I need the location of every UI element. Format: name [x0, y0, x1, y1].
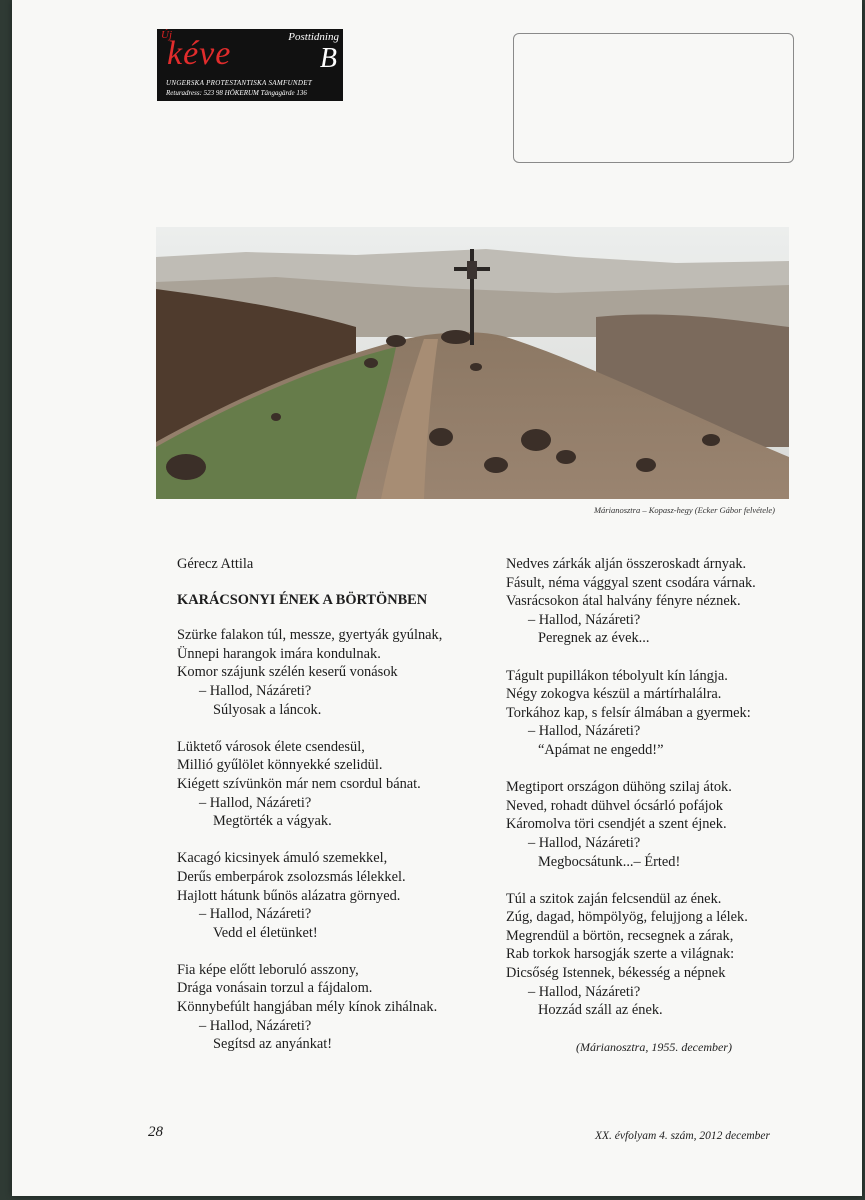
poem-refrain-response: Megtörték a vágyak. [213, 813, 332, 830]
poem-refrain: – Hallod, Názáreti? [528, 723, 641, 740]
poem-author: Gérecz Attila [177, 556, 254, 572]
masthead-letter: B [319, 43, 337, 74]
masthead-publisher: UNGERSKA PROTESTANTISKA SAMFUNDET [166, 79, 313, 87]
poem-refrain-response: Peregnek az évek... [538, 630, 650, 647]
masthead-return-address: Returadress: 523 98 HÖKERUM Tängagärde 136 [166, 89, 307, 97]
poem-line: Megtiport országon dühöng szilaj átok. [506, 779, 732, 796]
poem-refrain-response: “Apámat ne engedd!” [538, 741, 664, 758]
issue-footer: XX. évfolyam 4. szám, 2012 december [594, 1130, 770, 1142]
poem-line: Szürke falakon túl, messze, gyertyák gyúlnak, [177, 627, 443, 644]
poem-refrain: – Hallod, Názáreti? [528, 983, 641, 1000]
masthead-uj: Új [161, 29, 172, 41]
poem-line: Neved, rohadt dühvel ócsárló pofájok [506, 797, 723, 814]
poem-line: Kacagó kicsinyek ámuló szemekkel, [177, 850, 388, 867]
poem-left-column [177, 555, 477, 1072]
masthead-name: kéve [167, 35, 232, 72]
poem-stanza [506, 667, 806, 760]
poem-stanza [506, 555, 806, 648]
poem-line: Millió gyűlölet könnyekké szelidül. [177, 757, 383, 774]
poem-line: Lüktető városok élete csendesül, [177, 738, 365, 755]
page-number: 28 [148, 1124, 163, 1140]
masthead-posttidning: Posttidning [288, 31, 339, 43]
poem-line: Fia képe előtt leboruló asszony, [177, 961, 359, 978]
poem-stanza [177, 626, 477, 719]
poem-stanza [177, 738, 477, 831]
poem-refrain: – Hallod, Názáreti? [199, 1017, 312, 1034]
poem-stanza [506, 778, 806, 871]
poem-refrain-response: Megbocsátunk...– Érted! [538, 853, 681, 870]
poem-refrain: – Hallod, Názáreti? [199, 794, 312, 811]
poem-refrain: – Hallod, Názáreti? [199, 682, 312, 699]
poem-refrain: – Hallod, Názáreti? [528, 611, 641, 628]
poem-stanza [506, 890, 806, 1020]
poem-line: Vasrácsokon átal halvány fényre néznek. [506, 593, 741, 610]
poem-right-column [506, 555, 806, 1057]
poem-line: Nedves zárkák alján összeroskadt árnyak. [506, 556, 747, 572]
poem-line: Drága vonásain torzul a fájdalom. [177, 980, 373, 997]
landscape-photo [156, 227, 789, 499]
photo-caption: Márianosztra – Kopasz-hegy (Ecker Gábor felvétele) [593, 505, 775, 515]
address-label-box [513, 33, 794, 163]
masthead-logo [157, 29, 343, 101]
left-stanzas [177, 626, 477, 1054]
poem-line: Megrendül a börtön, recsegnek a zárak, [506, 927, 734, 944]
right-stanzas [506, 555, 806, 1020]
poem-line: Dicsőség Istennek, békesség a népnek [506, 965, 726, 982]
poem-refrain: – Hallod, Názáreti? [199, 906, 312, 923]
magazine-page [12, 0, 862, 1196]
poem-refrain-response: Segítsd az anyánkat! [213, 1036, 333, 1053]
poem-dateline: (Márianosztra, 1955. december) [576, 1040, 732, 1055]
poem-line: Tágult pupillákon tébolyult kín lángja. [506, 667, 728, 684]
poem-refrain-response: Hozzád száll az ének. [538, 1002, 663, 1019]
poem-line: Könnybefúlt hangjában mély kínok zihálnak. [177, 999, 438, 1016]
poem-refrain-response: Vedd el életünket! [213, 924, 318, 941]
poem-line: Zúg, dagad, hömpölyög, felujjong a lélek. [506, 909, 748, 926]
poem-line: Kiégett szívünkön már nem csordul bánat. [177, 775, 421, 792]
poem-line: Hajlott hátunk bűnös alázatra görnyed. [177, 887, 401, 904]
poem-line: Fásult, néma vággyal szent csodára várnak. [506, 574, 756, 591]
poem-line: Derűs emberpárok zsolozsmás lélekkel. [177, 868, 406, 885]
poem-line: Rab torkok harsogják szerte a világnak: [506, 946, 735, 963]
poem-line: Komor szájunk szélén keserű vonások [177, 664, 398, 681]
poem-refrain-response: Súlyosak a láncok. [213, 701, 322, 718]
poem-title: KARÁCSONYI ÉNEK A BÖRTÖNBEN [177, 591, 428, 608]
poem-stanza [177, 961, 477, 1054]
poem-line: Káromolva töri csendjét a szent éjnek. [506, 816, 727, 833]
poem-line: Túl a szitok zaján felcsendül az ének. [506, 890, 722, 907]
poem-refrain: – Hallod, Názáreti? [528, 834, 641, 851]
poem-line: Ünnepi harangok imára kondulnak. [177, 645, 381, 662]
poem-line: Négy zokogva készül a mártírhalálra. [506, 686, 722, 703]
poem-stanza [177, 849, 477, 942]
poem-line: Torkához kap, s felsír álmában a gyermek: [506, 704, 751, 721]
